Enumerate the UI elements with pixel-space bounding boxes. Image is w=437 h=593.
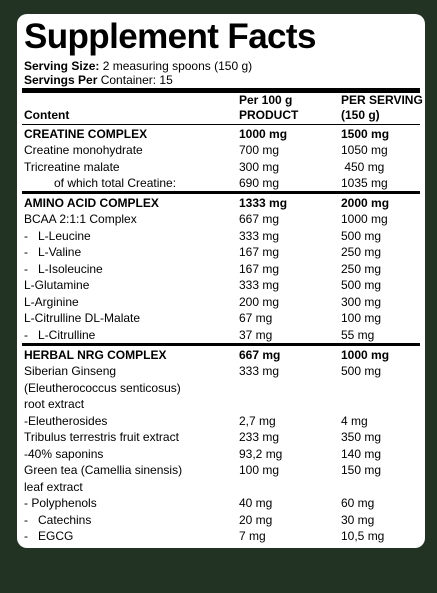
- table-row: [17, 175, 425, 191]
- nutrient-name: - L-Leucine: [24, 229, 91, 243]
- nutrient-name: L-Glutamine: [24, 278, 90, 292]
- per-serving-value: 500 mg: [341, 364, 382, 378]
- nutrient-name: of which total Creatine:: [54, 176, 177, 190]
- per-serving-value: 500 mg: [341, 229, 382, 243]
- table-row: [17, 363, 425, 379]
- per-serving-value: 100 mg: [341, 311, 382, 325]
- per-serving-value: 140 mg: [341, 447, 382, 461]
- table-row: [17, 495, 425, 511]
- supplement-facts-panel: [17, 14, 425, 548]
- nutrient-name: - L-Isoleucine: [24, 262, 103, 276]
- per-serving-value: 150 mg: [341, 463, 382, 477]
- per100-value: 20 mg: [239, 513, 273, 527]
- per-serving-value: 500 mg: [341, 278, 382, 292]
- per100-value: 167 mg: [239, 245, 280, 259]
- per-serving-value: 55 mg: [341, 328, 375, 342]
- nutrient-name: - L-Valine: [24, 245, 82, 259]
- per-serving-value: 1500 mg: [341, 127, 390, 141]
- per100-value: 667 mg: [239, 348, 281, 362]
- nutrient-name: - Polyphenols: [24, 496, 97, 510]
- per-serving-value: 300 mg: [341, 295, 382, 309]
- table-row: [17, 310, 425, 326]
- nutrient-name: leaf extract: [24, 480, 83, 494]
- per100-value: 200 mg: [239, 295, 280, 309]
- per100-value: 67 mg: [239, 311, 273, 325]
- header-per100-line1: Per 100 g: [239, 93, 293, 107]
- table-row: [17, 159, 425, 175]
- per-serving-value: 350 mg: [341, 430, 382, 444]
- per100-value: 2,7 mg: [239, 414, 276, 428]
- table-row: [17, 327, 425, 343]
- nutrient-name: HERBAL NRG COMPLEX: [24, 348, 167, 362]
- table-row: [17, 446, 425, 462]
- section-divider: [22, 343, 420, 346]
- nutrient-name: AMINO ACID COMPLEX: [24, 196, 159, 210]
- per100-value: 700 mg: [239, 143, 280, 157]
- table-row: [17, 347, 425, 363]
- per100-value: 300 mg: [239, 160, 280, 174]
- per100-value: 1333 mg: [239, 196, 288, 210]
- servings-per-container-line: [24, 73, 173, 87]
- per100-value: 690 mg: [239, 176, 280, 190]
- nutrient-name: L-Citrulline DL-Malate: [24, 311, 141, 325]
- per100-value: 333 mg: [239, 229, 280, 243]
- nutrient-name: - L-Citrulline: [24, 328, 96, 342]
- per100-value: 1000 mg: [239, 127, 288, 141]
- per-serving-value: 1000 mg: [341, 348, 390, 362]
- nutrient-name: - Catechins: [24, 513, 92, 527]
- table-row: [17, 142, 425, 158]
- nutrient-name: - EGCG: [24, 529, 74, 543]
- per100-value: 167 mg: [239, 262, 280, 276]
- per-serving-value: 250 mg: [341, 245, 382, 259]
- per100-value: 100 mg: [239, 463, 280, 477]
- table-row: [17, 479, 425, 495]
- per-serving-value: 10,5 mg: [341, 529, 385, 543]
- nutrient-name: BCAA 2:1:1 Complex: [24, 212, 137, 226]
- nutrient-name: CREATINE COMPLEX: [24, 127, 148, 141]
- per-serving-value: 2000 mg: [341, 196, 390, 210]
- section-divider: [22, 191, 420, 194]
- header-perserving-line1: PER SERVING: [341, 93, 423, 107]
- header-content: Content: [24, 108, 70, 122]
- table-row: [17, 261, 425, 277]
- per-serving-value: 1035 mg: [341, 176, 388, 190]
- table-row: [17, 528, 425, 544]
- header-per100-line2: PRODUCT: [239, 108, 299, 122]
- nutrient-name: Tribulus terrestris fruit extract: [24, 430, 179, 444]
- table-row: [17, 211, 425, 227]
- table-row: [17, 380, 425, 396]
- per100-value: 667 mg: [239, 212, 280, 226]
- servings-per-label: Servings Per: [24, 73, 98, 87]
- header-divider: [22, 124, 420, 125]
- table-row: [17, 277, 425, 293]
- table-row: [17, 413, 425, 429]
- nutrient-name: Tricreatine malate: [24, 160, 120, 174]
- nutrient-name: Creatine monohydrate: [24, 143, 143, 157]
- per-serving-value: 60 mg: [341, 496, 375, 510]
- table-row: [17, 228, 425, 244]
- per100-value: 233 mg: [239, 430, 280, 444]
- table-row: [17, 396, 425, 412]
- serving-size-label: Serving Size:: [24, 59, 100, 73]
- servings-per-value: Container: 15: [100, 73, 173, 87]
- nutrient-name: (Eleutherococcus senticosus): [24, 381, 181, 395]
- nutrient-name: -40% saponins: [24, 447, 104, 461]
- header-perserving-line2: (150 g): [341, 108, 380, 122]
- serving-size-line: [24, 59, 252, 73]
- table-row: [17, 429, 425, 445]
- per-serving-value: 1000 mg: [341, 212, 388, 226]
- per100-value: 37 mg: [239, 328, 273, 342]
- table-row: [17, 294, 425, 310]
- nutrient-name: Green tea (Camellia sinensis): [24, 463, 183, 477]
- panel-title: Supplement Facts: [24, 17, 316, 56]
- per-serving-value: 30 mg: [341, 513, 375, 527]
- table-row: [17, 126, 425, 142]
- per100-value: 333 mg: [239, 278, 280, 292]
- per100-value: 40 mg: [239, 496, 273, 510]
- per-serving-value: 1050 mg: [341, 143, 388, 157]
- per100-value: 7 mg: [239, 529, 266, 543]
- per-serving-value: 450 mg: [341, 160, 385, 174]
- per-serving-value: 250 mg: [341, 262, 382, 276]
- per-serving-value: 4 mg: [341, 414, 368, 428]
- table-row: [17, 244, 425, 260]
- table-row: [17, 462, 425, 478]
- nutrient-name: L-Arginine: [24, 295, 79, 309]
- table-row: [17, 512, 425, 528]
- serving-size-value: 2 measuring spoons (150 g): [102, 59, 253, 73]
- nutrient-name: Siberian Ginseng: [24, 364, 117, 378]
- nutrient-name: root extract: [24, 397, 85, 411]
- per100-value: 333 mg: [239, 364, 280, 378]
- per100-value: 93,2 mg: [239, 447, 283, 461]
- table-row: [17, 195, 425, 211]
- nutrient-name: -Eleutherosides: [24, 414, 108, 428]
